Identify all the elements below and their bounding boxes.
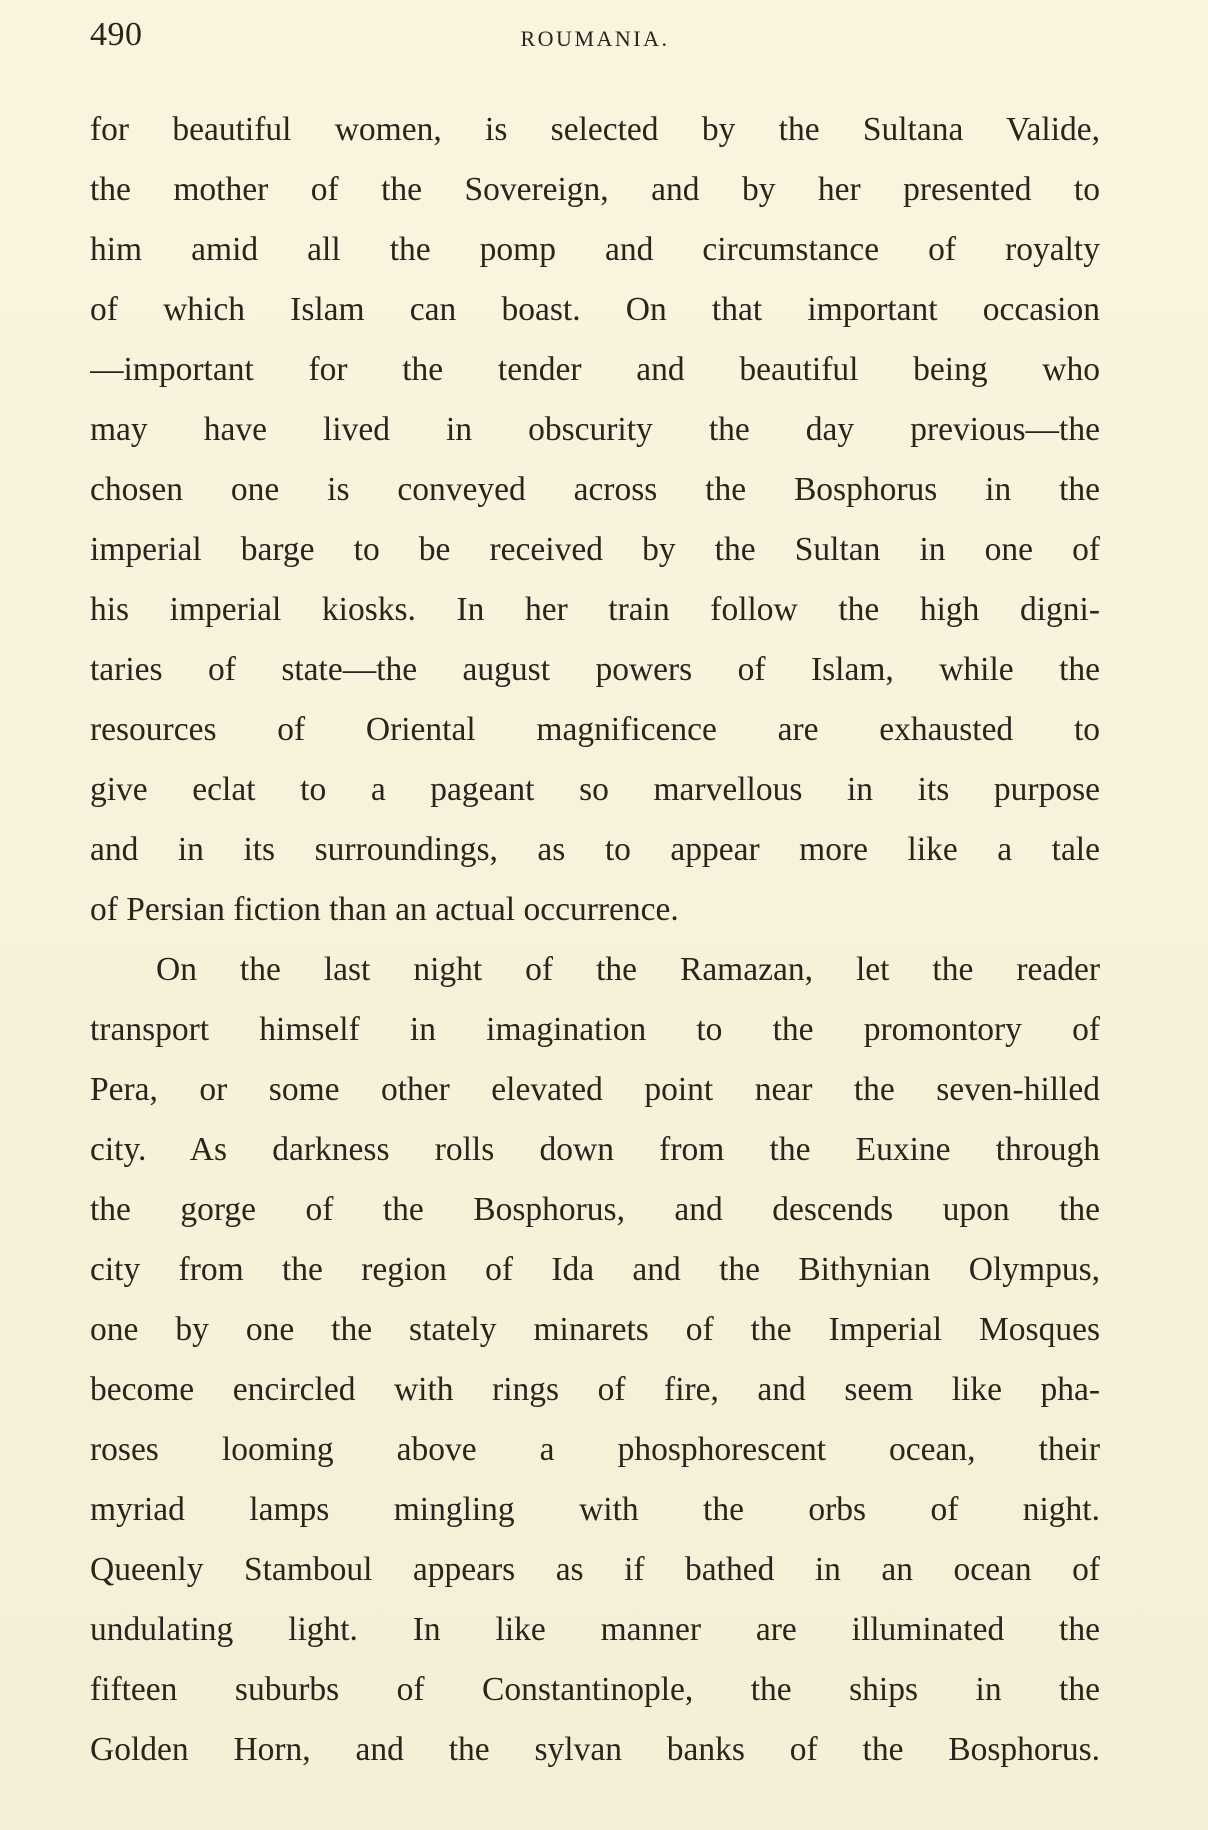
- text-line: of which Islam can boast. On that important occasion: [90, 291, 1100, 328]
- text-line: taries of state—the august powers of Islam, while the: [90, 651, 1100, 688]
- text-line: the gorge of the Bosphorus, and descends upon the: [90, 1191, 1100, 1228]
- text-line: Pera, or some other elevated point near the seven-hilled: [90, 1071, 1100, 1108]
- text-line: him amid all the pomp and circumstance of royalty: [90, 231, 1100, 268]
- body-text: [90, 100, 1100, 1780]
- text-line: On the last night of the Ramazan, let the reader: [156, 951, 1100, 988]
- text-line: chosen one is conveyed across the Bosphorus in the: [90, 471, 1100, 508]
- text-line: for beautiful women, is selected by the Sultana Valide,: [90, 111, 1100, 148]
- page-number: 490: [90, 16, 143, 53]
- text-line: —important for the tender and beautiful being who: [90, 351, 1100, 388]
- paragraph-2: [90, 940, 1100, 1780]
- paragraph-1: [90, 100, 1100, 940]
- text-line: undulating light. In like manner are illuminated the: [90, 1611, 1100, 1648]
- text-line: Golden Horn, and the sylvan banks of the Bosphorus.: [90, 1731, 1100, 1768]
- text-line: imperial barge to be received by the Sultan in one of: [90, 531, 1100, 568]
- text-line: may have lived in obscurity the day previous—the: [90, 411, 1100, 448]
- text-line: and in its surroundings, as to appear more like a tale: [90, 831, 1100, 868]
- text-line: his imperial kiosks. In her train follow the high digni-: [90, 591, 1100, 628]
- text-line: resources of Oriental magnificence are exhausted to: [90, 711, 1100, 748]
- text-line: city from the region of Ida and the Bithynian Olympus,: [90, 1251, 1100, 1288]
- text-line: city. As darkness rolls down from the Euxine through: [90, 1131, 1100, 1168]
- text-line: Queenly Stamboul appears as if bathed in an ocean of: [90, 1551, 1100, 1588]
- text-line: roses looming above a phosphorescent ocean, their: [90, 1431, 1100, 1468]
- text-line: give eclat to a pageant so marvellous in its purpose: [90, 771, 1100, 808]
- text-line: transport himself in imagination to the promontory of: [90, 1011, 1100, 1048]
- text-line: become encircled with rings of fire, and seem like pha-: [90, 1371, 1100, 1408]
- text-line: fifteen suburbs of Constantinople, the ships in the: [90, 1671, 1100, 1708]
- text-line: one by one the stately minarets of the Imperial Mosques: [90, 1311, 1100, 1348]
- text-line: the mother of the Sovereign, and by her presented to: [90, 171, 1100, 208]
- text-line: of Persian fiction than an actual occurrence.: [90, 891, 679, 928]
- text-line: myriad lamps mingling with the orbs of night.: [90, 1491, 1100, 1528]
- page-header: [90, 16, 1100, 66]
- running-head: ROUMANIA.: [520, 26, 670, 51]
